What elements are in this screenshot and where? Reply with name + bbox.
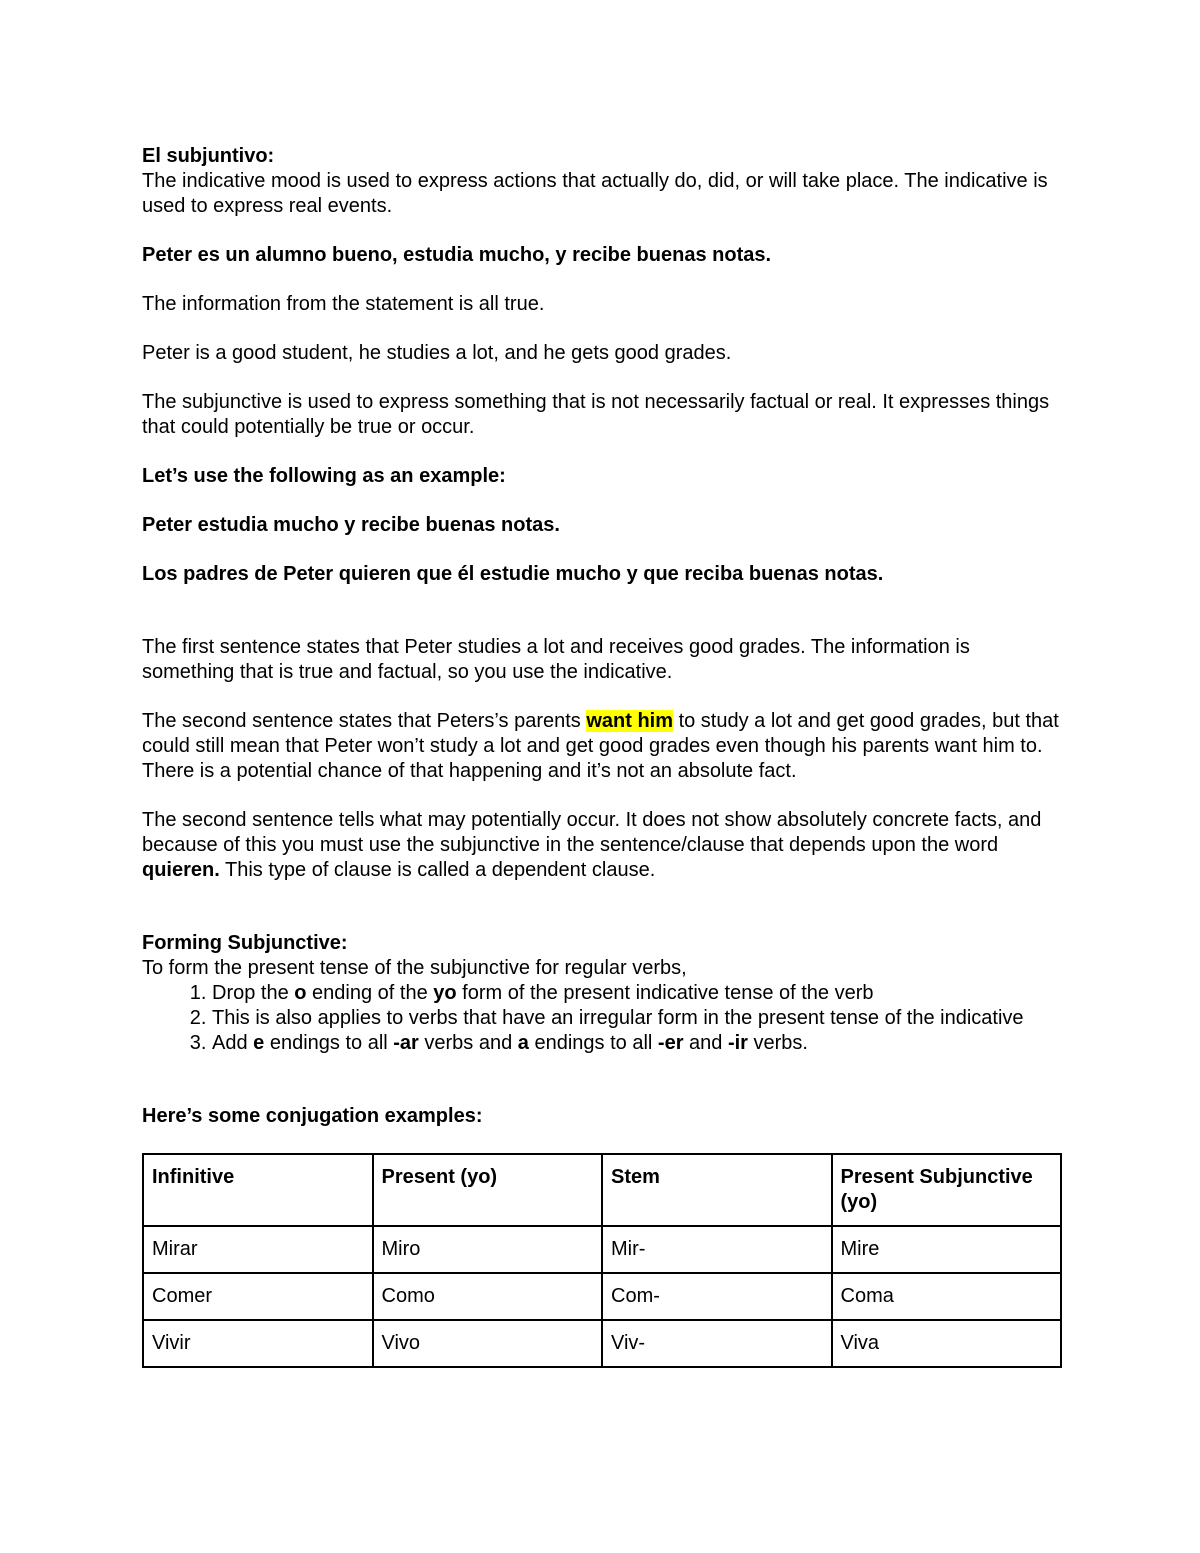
table-cell: Miro	[373, 1226, 603, 1273]
table-cell: Viva	[832, 1320, 1062, 1367]
table-cell: Mirar	[143, 1226, 373, 1273]
example-sentence-indicative: Peter estudia mucho y recibe buenas notas.	[142, 514, 560, 536]
column-header: Infinitive	[143, 1154, 373, 1226]
text-segment: and	[683, 1032, 728, 1054]
text-segment: verbs and	[418, 1032, 518, 1054]
bold-word: a	[517, 1032, 529, 1054]
highlighted-text: want him	[586, 710, 674, 732]
paragraph-indicative: The indicative mood is used to express actions that actually do, did, or will take place. The indicative is used to express real events.	[142, 170, 1048, 217]
table-cell: Como	[373, 1273, 603, 1320]
steps-list	[142, 981, 1062, 1056]
paragraph-dependent-clause	[142, 808, 1062, 883]
table-cell: Vivir	[143, 1320, 373, 1367]
table-cell: Coma	[832, 1273, 1062, 1320]
list-item	[212, 1031, 1062, 1056]
example-sentence-subjunctive: Los padres de Peter quieren que él estudie mucho y que reciba buenas notas.	[142, 563, 884, 585]
bold-word: quieren.	[142, 859, 220, 881]
text-segment: endings to all	[264, 1032, 394, 1054]
table-row	[143, 1320, 1061, 1367]
text-segment: The second sentence states that Peters’s parents	[142, 710, 587, 732]
list-item: 2. This is also applies to verbs that have an irregular form in the present tense of the indicative	[212, 1006, 1062, 1031]
bold-word: yo	[433, 982, 457, 1004]
table-cell: Com-	[602, 1273, 832, 1320]
column-header: Present (yo)	[373, 1154, 603, 1226]
example-intro: Let’s use the following as an example:	[142, 465, 506, 487]
text-segment: endings to all	[528, 1032, 658, 1054]
paragraph-first-sentence: The first sentence states that Peter studies a lot and receives good grades. The information is something that is true and factual, so you use the indicative.	[142, 636, 970, 683]
forming-intro: To form the present tense of the subjunctive for regular verbs,	[142, 957, 687, 979]
text-segment: to study a lot and get good grades, but that could still mean that Peter won’t study a lot and get good grades even though his parents want him to. There is a potential chance of that happening and it’s not an absolute fact.	[142, 710, 1059, 782]
bold-word: -ar	[393, 1032, 419, 1054]
section-heading: El subjuntivo:	[142, 145, 275, 167]
example-sentence: Peter es un alumno bueno, estudia mucho, y recibe buenas notas.	[142, 244, 772, 266]
paragraph-translation: Peter is a good student, he studies a lot, and he gets good grades.	[142, 342, 732, 364]
table-cell: Mire	[832, 1226, 1062, 1273]
document-page	[142, 144, 1062, 1368]
bold-word: e	[253, 1032, 265, 1054]
text-segment: form of the present indicative tense of the verb	[456, 982, 874, 1004]
conjugation-table	[142, 1153, 1062, 1368]
text-segment: Add	[212, 1032, 254, 1054]
table-cell: Vivo	[373, 1320, 603, 1367]
table-cell: Comer	[143, 1273, 373, 1320]
bold-word: o	[294, 982, 307, 1004]
list-item	[212, 981, 1062, 1006]
paragraph-true: The information from the statement is all true.	[142, 293, 545, 315]
bold-word: -er	[657, 1032, 684, 1054]
table-cell: Viv-	[602, 1320, 832, 1367]
forming-heading: Forming Subjunctive:	[142, 932, 348, 954]
text-segment: verbs.	[747, 1032, 808, 1054]
conjugation-heading: Here’s some conjugation examples:	[142, 1105, 483, 1127]
column-header: Stem	[602, 1154, 832, 1226]
bold-word: -ir	[727, 1032, 748, 1054]
column-header: Present Subjunctive (yo)	[832, 1154, 1062, 1226]
text-segment: This type of clause is called a dependent clause.	[219, 859, 656, 881]
table-row	[143, 1273, 1061, 1320]
table-cell: Mir-	[602, 1226, 832, 1273]
text-segment: The second sentence tells what may potentially occur. It does not show absolutely concrete facts, and because of this you must use the subjunctive in the sentence/clause that depends upon the word	[142, 809, 1042, 856]
table-header-row	[143, 1154, 1061, 1226]
table-row	[143, 1226, 1061, 1273]
paragraph-subjunctive: The subjunctive is used to express something that is not necessarily factual or real. It expresses things that could potentially be true or occur.	[142, 391, 1050, 438]
text-segment: ending of the	[306, 982, 434, 1004]
paragraph-second-sentence	[142, 709, 1062, 784]
text-segment: Drop the	[212, 982, 295, 1004]
